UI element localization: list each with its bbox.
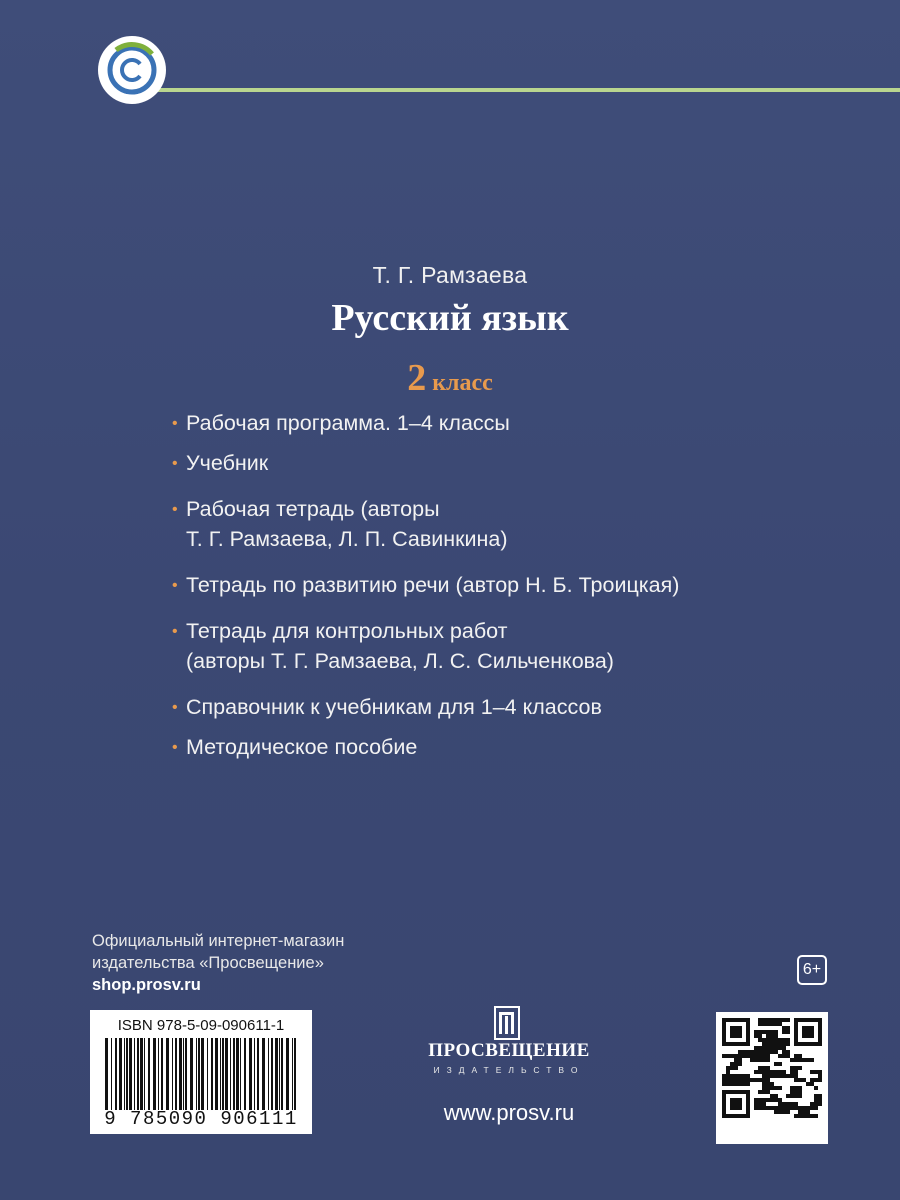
top-rule	[140, 88, 900, 92]
bullet-icon: •	[172, 415, 178, 432]
bullet-icon: •	[172, 455, 178, 472]
book-title: Русский язык	[331, 297, 569, 339]
list-item-line: Тетрадь по развитию речи (автор Н. Б. Троицкая)	[186, 573, 680, 597]
grade-number: 2	[407, 357, 427, 399]
bullet-icon: •	[172, 739, 178, 756]
barcode-number: 9 785090 906111	[104, 1108, 298, 1130]
barcode-box	[90, 1010, 312, 1134]
list-item	[172, 570, 832, 600]
qr-code-icon	[722, 1018, 822, 1138]
publisher-logo-icon	[494, 1006, 520, 1040]
list-item-line: Тетрадь для контрольных работ	[186, 619, 508, 643]
list-item	[172, 448, 832, 478]
list-item-line: Учебник	[186, 451, 269, 475]
list-item	[172, 732, 832, 762]
list-item-line: Т. Г. Рамзаева, Л. П. Савинкина)	[186, 527, 508, 551]
bullet-icon: •	[172, 501, 178, 518]
publisher-website[interactable]: www.prosv.ru	[443, 1100, 575, 1125]
barcode-icon	[101, 1038, 301, 1110]
bullet-icon: •	[172, 577, 178, 594]
grade-word: класс	[432, 370, 493, 396]
grade	[0, 356, 900, 400]
isbn-text: ISBN 978-5-09-090611-1	[117, 1017, 285, 1034]
list-item-line: Методическое пособие	[186, 735, 418, 759]
list-item-line: (авторы Т. Г. Рамзаева, Л. С. Сильченкова)	[186, 649, 614, 673]
qr-code[interactable]	[716, 1012, 828, 1144]
list-item-line: Рабочая программа. 1–4 классы	[186, 411, 510, 435]
author: Т. Г. Рамзаева	[372, 262, 528, 288]
shop-info	[92, 930, 344, 996]
bullet-icon: •	[172, 699, 178, 716]
bullet-icon: •	[172, 623, 178, 640]
series-logo-icon	[96, 34, 168, 106]
series-list	[172, 408, 832, 762]
list-item	[172, 408, 832, 438]
shop-url[interactable]: shop.prosv.ru	[92, 976, 201, 994]
list-item-line: Рабочая тетрадь (авторы	[186, 497, 440, 521]
list-item	[172, 692, 832, 722]
shop-line-2: издательства «Просвещение»	[92, 954, 324, 972]
publisher-name: ПРОСВЕЩЕНИЕ	[428, 1040, 590, 1061]
list-item-line: Справочник к учебникам для 1–4 классов	[186, 695, 602, 719]
publisher-subtitle: ИЗДАТЕЛЬСТВО	[433, 1065, 585, 1075]
list-item	[172, 494, 832, 554]
list-item	[172, 616, 832, 676]
age-rating-badge: 6+	[797, 955, 827, 985]
shop-line-1: Официальный интернет-магазин	[92, 932, 345, 950]
